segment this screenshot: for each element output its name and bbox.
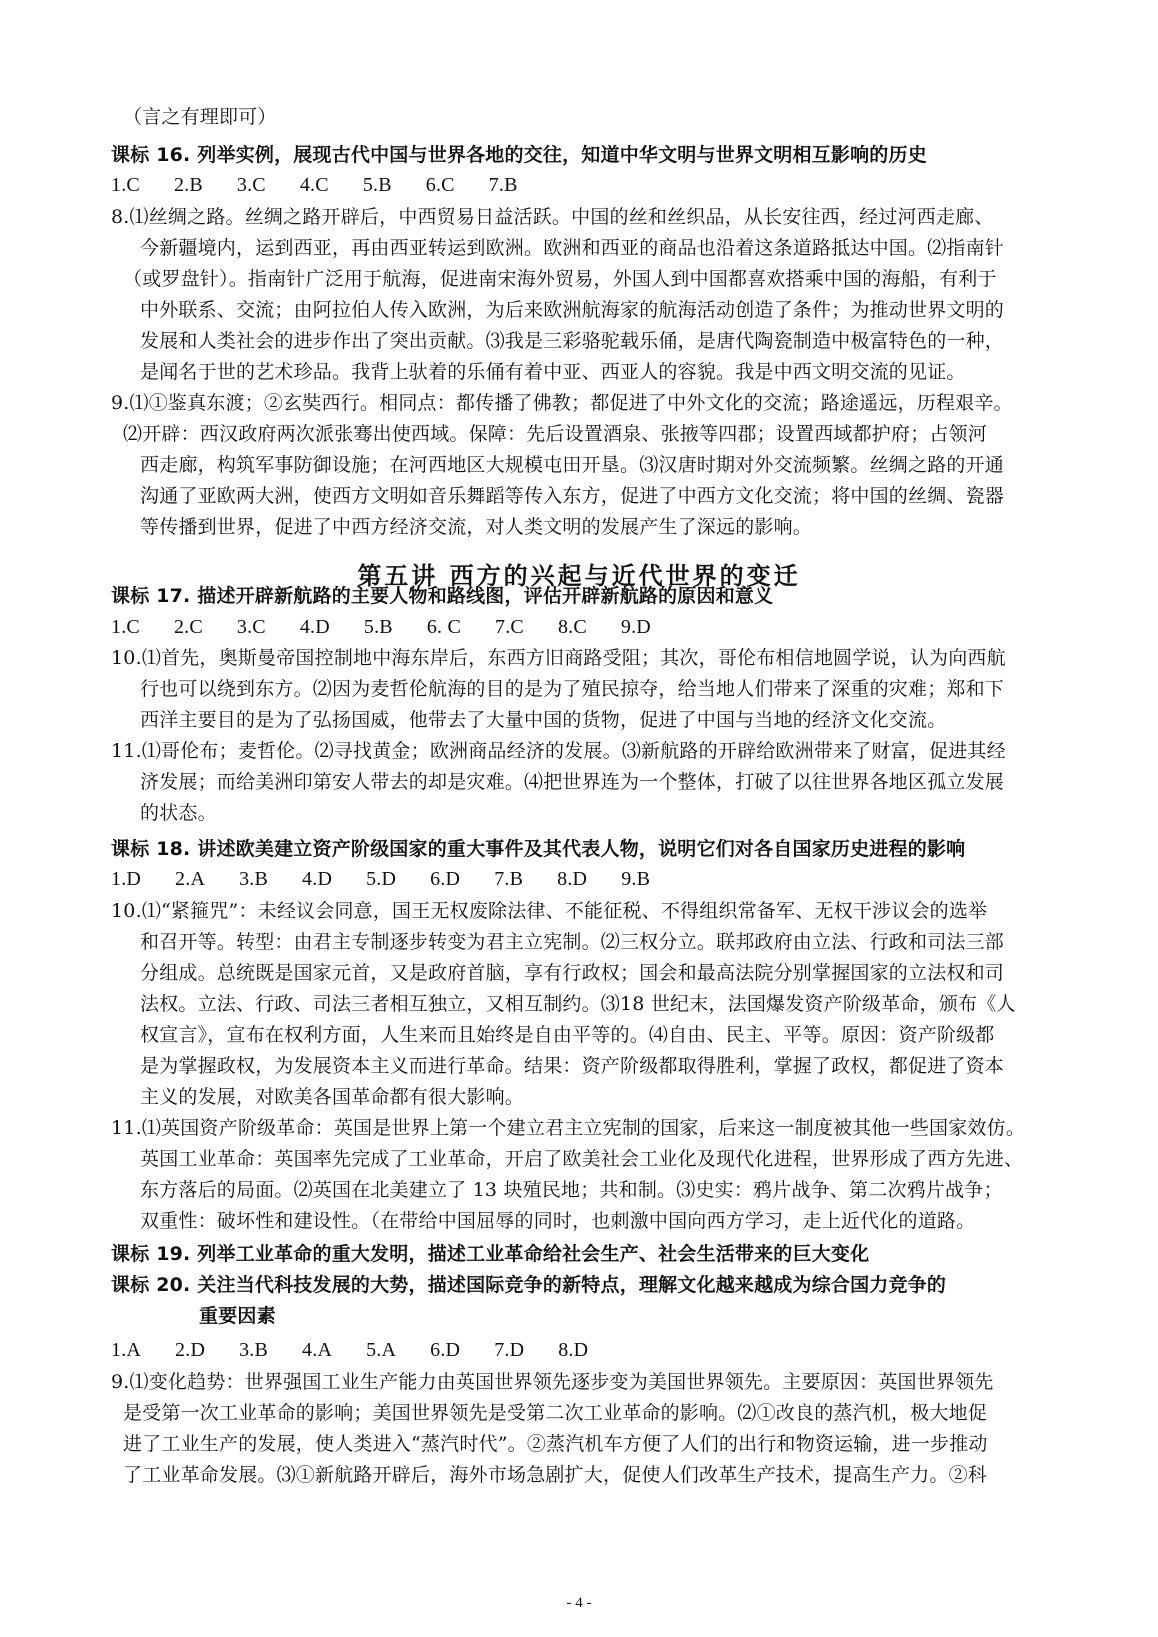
k18-q10-line: 主义的发展，对欧美各国革命都有很大影响。 (140, 1086, 525, 1108)
k18-q10-line: 是为掌握政权，为发展资本主义而进行革命。结果：资产阶级都取得胜利，掌握了政权，都促进了资本 (140, 1055, 1005, 1077)
k17-q10-line: 行也可以绕到东方。⑵因为麦哲伦航海的目的是为了殖民掠夺，给当地人们带来了深重的灾难；郑和下 (140, 678, 1005, 700)
k20-heading: 课标 20. 关注当代科技发展的大势，描述国际竞争的新特点，理解文化越来越成为综合国力竞争的 (111, 1274, 947, 1296)
answer: 3.C (236, 174, 266, 196)
k16-q9-line: 沟通了亚欧两大洲，使西方文明如音乐舞蹈等传入东方，促进了中西方文化交流；将中国的丝绸、瓷器 (140, 485, 1005, 507)
k16-q8-line: 发展和人类社会的进步作出了突出贡献。⑶我是三彩骆驼载乐俑，是唐代陶瓷制造中极富特色的一种， (140, 330, 1005, 352)
k16-q9-line: 等传播到世界，促进了中西方经济交流，对人类文明的发展产生了深远的影响。 (140, 516, 813, 538)
answer: 2.A (175, 868, 206, 890)
k16-q9-line: 9.⑴①鉴真东渡；②玄奘西行。相同点：都传播了佛教；都促进了中外文化的交流；路途遥远，历程艰辛。 (111, 392, 1013, 414)
k17-q11-line: 11.⑴哥伦布；麦哲伦。⑵寻找黄金；欧洲商品经济的发展。⑶新航路的开辟给欧洲带来了财富，促进其经 (111, 740, 1006, 762)
k18-heading: 课标 18. 讲述欧美建立资产阶级国家的重大事件及其代表人物，说明它们对各自国家历史进程的影响 (111, 838, 966, 860)
answer: 2.D (175, 1339, 206, 1361)
k20-heading-cont: 重要因素 (199, 1305, 276, 1327)
k16-q9-line: ⑵开辟：西汉政府两次派张骞出使西域。保障：先后设置酒泉、张掖等四郡；设置西域都护府；占领河 (123, 423, 988, 445)
answer: 9.B (621, 868, 651, 890)
k16-q8-line: 8.⑴丝绸之路。丝绸之路开辟后，中西贸易日益活跃。中国的丝和丝织品，从长安往西，经过河西走廊、 (111, 206, 994, 228)
k16-q8-line: 中外联系、交流；由阿拉伯人传入欧洲，为后来欧洲航海家的航海活动创造了条件；为推动世界文明的 (140, 299, 1005, 321)
answer: 5.D (366, 868, 397, 890)
answer: 5.B (362, 174, 392, 196)
answer: 1.C (111, 174, 140, 196)
answer: 5.B (363, 616, 393, 638)
answer: 3.B (239, 868, 269, 890)
answer: 2.C (173, 616, 203, 638)
answer: 6.D (430, 868, 461, 890)
k18-q11-line: 英国工业革命：英国率先完成了工业革命，开启了欧美社会工业化及现代化进程，世界形成了西方先进、 (140, 1148, 1024, 1170)
answer: 1.C (111, 616, 140, 638)
answer: 6.C (425, 174, 455, 196)
k17-q10-line: 西洋主要目的是为了弘扬国威，他带去了大量中国的货物，促进了中国与当地的经济文化交流。 (140, 709, 947, 731)
k20-q9-line: 了工业革命发展。⑶①新航路开辟后，海外市场急剧扩大，促使人们改革生产技术，提高生产力。②科 (123, 1464, 988, 1486)
answer: 4.D (302, 868, 333, 890)
answer: 7.B (488, 174, 518, 196)
answer: 7.B (494, 868, 524, 890)
answer: 8.D (557, 868, 588, 890)
k16-q8-line: 是闻名于世的艺术珍品。我背上驮着的乐俑有着中亚、西亚人的容貌。我是中西文明交流的见证。 (140, 361, 966, 383)
k17-q10-line: 10.⑴首先，奥斯曼帝国控制地中海东岸后，东西方旧商路受阻；其次，哥伦布相信地圆学说，认为向西航 (111, 647, 1006, 669)
k16-heading: 课标 16. 列举实例，展现古代中国与世界各地的交往，知道中华文明与世界文明相互影响的历史 (111, 144, 927, 166)
k20-q9-line: 是受第一次工业革命的影响；美国世界领先是受第二次工业革命的影响。⑵①改良的蒸汽机，极大地促 (123, 1402, 988, 1424)
k17-q11-line: 济发展；而给美洲印第安人带去的却是灾难。⑷把世界连为一个整体，打破了以往世界各地区孤立发展 (140, 771, 1005, 793)
k20-q9-line: 进了工业生产的发展，使人类进入“蒸汽时代”。②蒸汽机车方便了人们的出行和物资运输，进一步推动 (123, 1433, 988, 1455)
k18-q10-line: 法权。立法、行政、司法三者相互独立，又相互制约。⑶18 世纪末，法国爆发资产阶级革命，颁布《人 (140, 993, 1016, 1015)
k18-q11-line: 11.⑴英国资产阶级革命：英国是世界上第一个建立君主立宪制的国家，后来这一制度被其他一些国家效仿。 (111, 1117, 1026, 1139)
answer: 6.D (430, 1339, 461, 1361)
answer: 2.B (173, 174, 203, 196)
answer: 9.D (620, 616, 651, 638)
k17-q11-line: 的状态。 (140, 802, 217, 824)
answer: 5.A (366, 1339, 397, 1361)
answer: 1.D (111, 868, 142, 890)
answer: 4.A (302, 1339, 333, 1361)
k18-q10-line: 权宣言》，宣布在权利方面，人生来而且始终是自由平等的。⑷自由、民主、平等。原因：资产阶级都 (140, 1024, 995, 1046)
answer: 3.B (239, 1339, 269, 1361)
answer: 3.C (236, 616, 266, 638)
page-number: - 4 - (566, 1595, 592, 1611)
k18-q10-line: 10.⑴“紧箍咒”：未经议会同意，国王无权废除法律、不能征税、不得组织常备军、无权干涉议会的选举 (111, 900, 988, 922)
answer: 7.C (495, 616, 524, 638)
k16-q8-line: 今新疆境内，运到西亚，再由西亚转运到欧洲。欧洲和西亚的商品也沿着这条道路抵达中国。⑵指南针 (140, 237, 1005, 259)
k19-heading: 课标 19. 列举工业革命的重大发明，描述工业革命给社会生产、社会生活带来的巨大变化 (111, 1243, 870, 1265)
k16-q9-line: 西走廊，构筑军事防御设施；在河西地区大规模屯田开垦。⑶汉唐时期对外交流频繁。丝绸之路的开通 (140, 454, 1005, 476)
answer: 8.D (558, 1339, 589, 1361)
section-title: 第五讲 西方的兴起与近代世界的变迁 (357, 561, 801, 590)
answer: 4.C (299, 174, 329, 196)
answer: 1.A (111, 1339, 142, 1361)
k18-q11-line: 双重性：破坏性和建设性。（在带给中国屈辱的同时，也刺激中国向西方学习，走上近代化的道路。 (140, 1210, 976, 1232)
k17-answers (111, 612, 1061, 642)
top-note: （言之有理即可） (123, 106, 277, 128)
k20-q9-line: 9.⑴变化趋势：世界强国工业生产能力由英国世界领先逐步变为美国世界领先。主要原因：英国世界领先 (111, 1371, 994, 1393)
k16-q8-line: （或罗盘针）。指南针广泛用于航海，促进南宋海外贸易，外国人到中国都喜欢搭乘中国的海船，有利于 (123, 268, 997, 290)
k20-answers (111, 1335, 1061, 1365)
answer: 6. C (426, 616, 461, 638)
answer: 7.D (494, 1339, 525, 1361)
answer: 8.C (557, 616, 587, 638)
k17-heading: 课标 17. 描述开辟新航路的主要人物和路线图，评估开辟新航路的原因和意义 (111, 585, 774, 607)
k16-answers (111, 170, 1061, 200)
k18-q10-line: 分组成。总统既是国家元首，又是政府首脑，享有行政权；国会和最高法院分别掌握国家的立法权和司 (140, 962, 1005, 984)
answer: 4.D (299, 616, 330, 638)
k18-q10-line: 和召开等。转型：由君主专制逐步转变为君主立宪制。⑵三权分立。联邦政府由立法、行政和司法三部 (140, 931, 1005, 953)
k18-q11-line: 东方落后的局面。⑵英国在北美建立了 13 块殖民地；共和制。⑶史实：鸦片战争、第二次鸦片战争； (140, 1179, 1003, 1201)
k18-answers (111, 864, 1061, 894)
